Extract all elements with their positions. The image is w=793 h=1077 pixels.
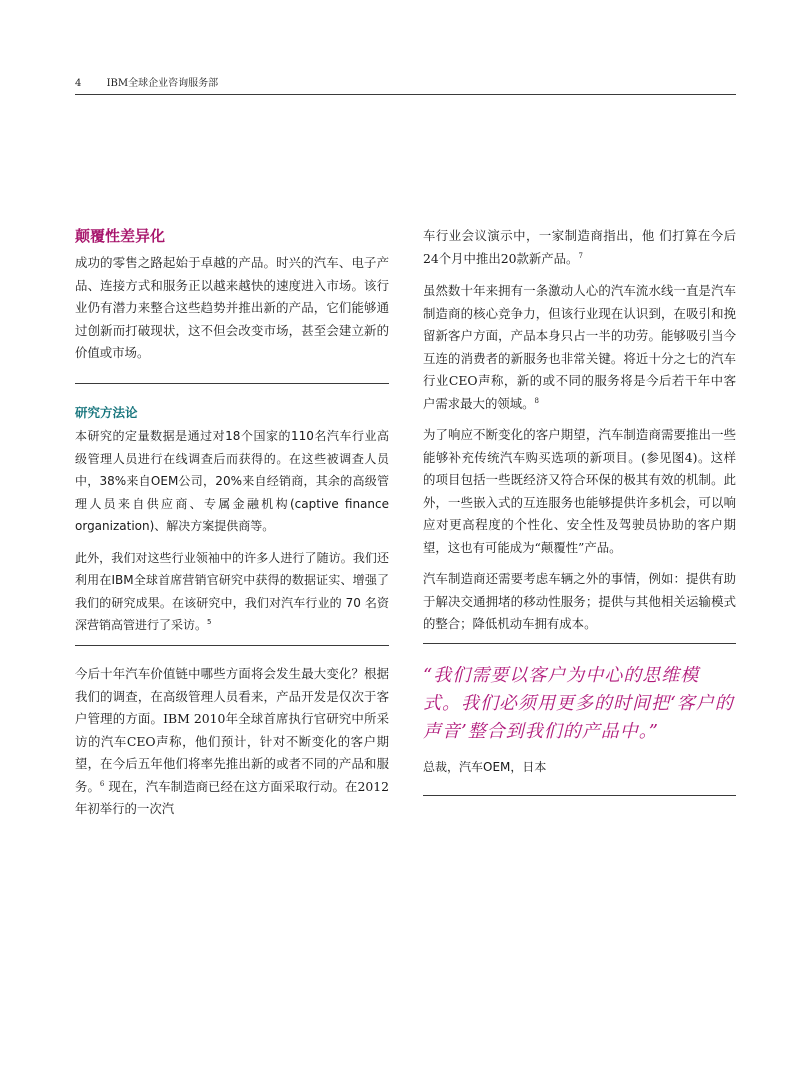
section-disruptive <box>75 225 389 365</box>
pull-quote <box>423 662 736 775</box>
right-paragraph-3: 为了响应不断变化的客户期望，汽车制造商需要推出一些能够补充传统汽车购买选项的新项目。(参见图4)。这样的项目包括一些既经济又符合环保的极其有效的机制。此外，一些嵌入式的互连服务也能够提供许多机会，可以响应对更高程度的个性化、安全性及驾驶员协助的客户期望，这也有可能成为“颠覆性”产品。 <box>423 427 736 555</box>
section-paragraph: 成功的零售之路起始于卓越的产品。时兴的汽车、电子产品、连接方式和服务正以越来越快的速度进入市场。该行业仍有潜力来整合这些趋势并推出新的产品，它们能够通过创新而打破现状，这不但会改变市场，甚至会建立新的价值或市场。 <box>75 255 389 360</box>
divider-methodology-top <box>75 383 389 384</box>
running-header <box>75 74 218 89</box>
header-rule <box>75 94 736 95</box>
divider-quote-bottom <box>423 795 736 796</box>
page-number: 4 <box>75 78 82 89</box>
footnote-ref: 5 <box>207 618 212 626</box>
divider-quote-top <box>423 643 736 644</box>
divider-methodology-bottom <box>75 645 389 646</box>
right-paragraph-2: 虽然数十年来拥有一条激动人心的汽车流水线一直是汽车制造商的核心竞争力，但该行业现在认识到，在吸引和挽留新客户方面，产品本身只占一半的功劳。能够吸引当今互连的消费者的新服务也非常关键。将近十分之七的汽车行业CEO声称，新的或不同的服务将是今后若干年中客户需求最大的领域。$^8$ <box>423 283 736 411</box>
footnote-ref: 8 <box>534 396 539 405</box>
section-value-chain <box>75 663 389 821</box>
quote-text: “我们需要以客户为中心的思维模式。我们必须用更多的时间把‘客户的声音’整合到我们的产品中。” <box>423 665 734 742</box>
methodology-paragraph-2: 此外，我们对这些行业领袖中的许多人进行了随访。我们还利用在IBM全球首席营销官研究中获得的数据证实、增强了我们的研究成果。在该研究中，我们对汽车行业的 70 名资深营销高管进行了采访。$^5$ <box>75 550 389 632</box>
quote-attribution: 总裁，汽车OEM，日本 <box>423 760 547 774</box>
right-paragraph-1: 车行业会议演示中，一家制造商指出，他 们打算在今后24个月中推出20款新产品。$^7$ <box>423 228 736 266</box>
right-paragraph-4: 汽车制造商还需要考虑车辆之外的事情，例如：提供有助于解决交通拥堵的移动性服务；提供与其他相关运输模式的整合；降低机动车拥有成本。 <box>423 571 736 631</box>
footnote-ref: 6 <box>99 779 105 788</box>
methodology-paragraph-1: 本研究的定量数据是通过对18个国家的110名汽车行业高级管理人员进行在线调查后而获得的。在这些被调查人员中，38%来自OEM公司，20%来自经销商，其余的高级管理人员来自供应商、专属金融机构(captive finance organization)、解决方案提供商等。 <box>75 429 389 533</box>
header-title: IBM全球企业咨询服务部 <box>106 78 219 89</box>
methodology-box <box>75 403 389 637</box>
value-chain-paragraph: 今后十年汽车价值链中哪些方面将会发生最大变化？根据我们的调查，在高级管理人员看来，产品开发是仅次于客户管理的方面。IBM 2010年全球首席执行官研究中所采访的汽车CEO声称，他们预计，针对不断变化的客户期望，在今后五年他们将率先推出新的或者不同的产品和服务。$^6$ 现在，汽车制造商已经在这方面采取行动。在2012年初举行的一次汽 <box>75 666 390 816</box>
footnote-ref: 7 <box>578 251 583 260</box>
methodology-heading: 研究方法论 <box>75 405 138 420</box>
right-column <box>423 225 736 636</box>
section-heading: 颠覆性差异化 <box>75 227 166 245</box>
